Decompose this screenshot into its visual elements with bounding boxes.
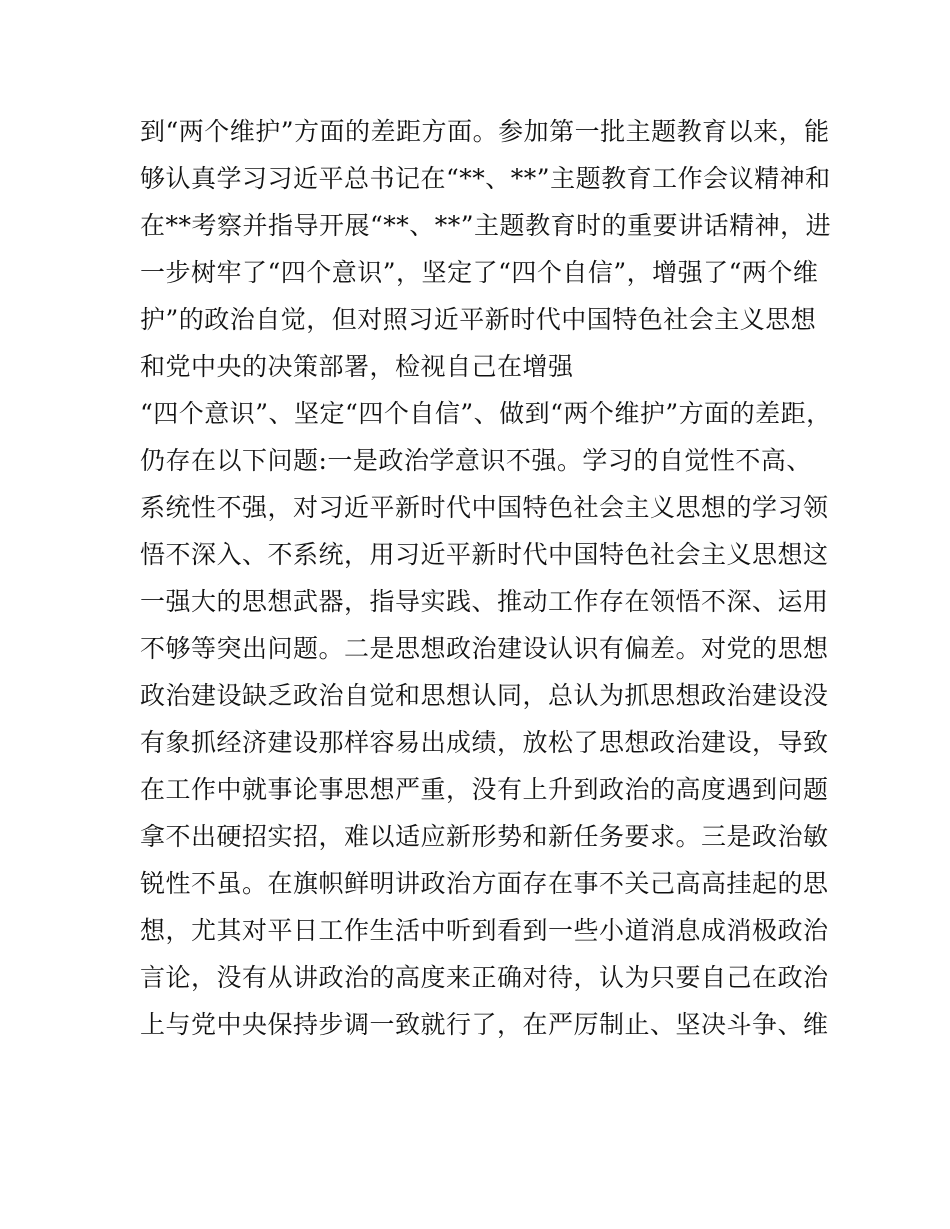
text-line: 护”的政治自觉，但对照习近平新时代中国特色社会主义思想: [140, 305, 817, 334]
text-line: 政治建设缺乏政治自觉和思想认同，总认为抓思想政治建设没: [140, 681, 829, 710]
text-line: 系统性不强，对习近平新时代中国特色社会主义思想的学习领: [140, 493, 829, 522]
text-line: “四个意识”、坚定“四个自信”、做到“两个维护”方面的差距，: [140, 399, 832, 428]
text-line: 上与党中央保持步调一致就行了，在严厉制止、坚决斗争、维: [140, 1010, 829, 1039]
text-line: 一步树牢了“四个意识”，坚定了“四个自信”，增强了“两个维: [140, 258, 819, 287]
text-line: 够认真学习习近平总书记在“**、**”主题教育工作会议精神和: [140, 164, 831, 193]
text-line: 到“两个维护”方面的差距方面。参加第一批主题教育以来，能: [140, 117, 830, 146]
text-line: 在**考察并指导开展“**、**”主题教育时的重要讲话精神，进: [140, 211, 832, 240]
text-line: 不够等突出问题。二是思想政治建设认识有偏差。对党的思想: [140, 634, 829, 663]
text-line: 一强大的思想武器，指导实践、推动工作存在领悟不深、运用: [140, 587, 829, 616]
text-line: 悟不深入、不系统，用习近平新时代中国特色社会主义思想这: [140, 540, 829, 569]
text-line: 锐性不虽。在旗帜鲜明讲政治方面存在事不关己高高挂起的思: [140, 869, 829, 898]
text-line: 有象抓经济建设那样容易出成绩，放松了思想政治建设，导致: [140, 728, 829, 757]
text-line: 想，尤其对平日工作生活中听到看到一些小道消息成消极政治: [140, 916, 829, 945]
text-line: 仍存在以下问题:一是政治学意识不强。学习的自觉性不高、: [140, 446, 812, 475]
text-line: 言论，没有从讲政治的高度来正确对待，认为只要自己在政治: [140, 963, 829, 992]
text-line: 拿不出硬招实招，难以适应新形势和新任务要求。三是政治敏: [140, 822, 829, 851]
text-line: 在工作中就事论事思想严重，没有上升到政治的高度遇到问题: [140, 775, 829, 804]
body-text: [140, 108, 832, 1048]
text-line: 和党中央的决策部署，检视自己在增强: [140, 352, 574, 381]
